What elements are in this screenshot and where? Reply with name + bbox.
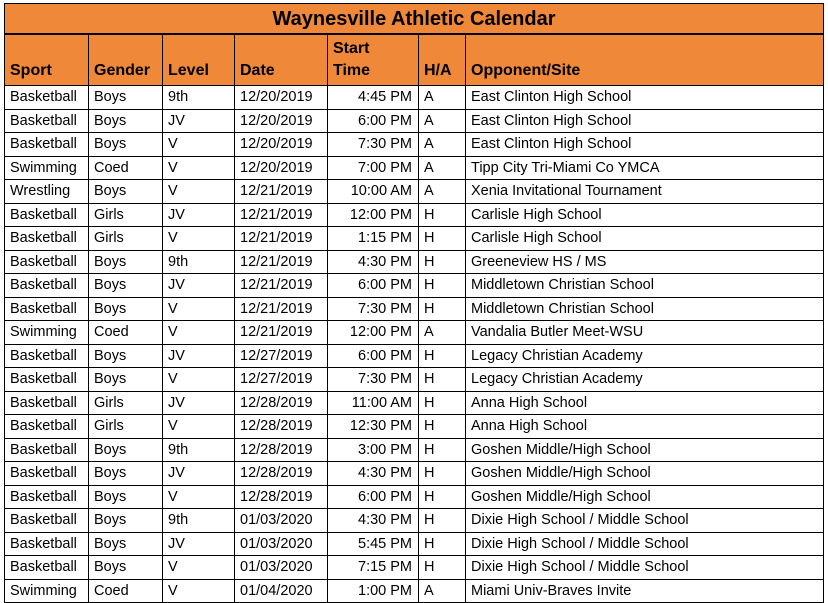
level-cell: 9th — [163, 86, 235, 110]
gender-cell: Boys — [89, 438, 163, 462]
gender-cell: Boys — [89, 344, 163, 368]
home-away-cell: H — [419, 368, 466, 392]
start-time-cell: 6:00 PM — [328, 344, 419, 368]
gender-cell: Boys — [89, 509, 163, 533]
level-cell: V — [163, 156, 235, 180]
header-start-line2: Time — [333, 62, 371, 79]
sport-cell: Basketball — [5, 250, 89, 274]
sport-cell: Basketball — [5, 438, 89, 462]
start-time-cell: 7:30 PM — [328, 368, 419, 392]
level-cell: V — [163, 227, 235, 251]
calendar-table — [4, 34, 824, 603]
table-row — [5, 438, 824, 462]
home-away-cell: H — [419, 274, 466, 298]
opponent-site-cell: Dixie High School / Middle School — [466, 556, 824, 580]
table-row — [5, 180, 824, 204]
opponent-site-cell: Vandalia Butler Meet-WSU — [466, 321, 824, 345]
table-row — [5, 556, 824, 580]
sport-cell: Basketball — [5, 227, 89, 251]
date-cell: 12/21/2019 — [235, 250, 328, 274]
gender-cell: Boys — [89, 556, 163, 580]
header-gender: Gender — [89, 35, 163, 86]
header-level: Level — [163, 35, 235, 86]
start-time-cell: 1:15 PM — [328, 227, 419, 251]
date-cell: 12/20/2019 — [235, 133, 328, 157]
level-cell: V — [163, 133, 235, 157]
start-time-cell: 6:00 PM — [328, 109, 419, 133]
level-cell: V — [163, 556, 235, 580]
start-time-cell: 12:00 PM — [328, 321, 419, 345]
date-cell: 12/21/2019 — [235, 180, 328, 204]
home-away-cell: H — [419, 438, 466, 462]
date-cell: 12/21/2019 — [235, 321, 328, 345]
opponent-site-cell: Carlisle High School — [466, 203, 824, 227]
date-cell: 12/27/2019 — [235, 344, 328, 368]
page-title: Waynesville Athletic Calendar — [4, 3, 824, 34]
sport-cell: Basketball — [5, 415, 89, 439]
sport-cell: Basketball — [5, 556, 89, 580]
table-row — [5, 485, 824, 509]
header-opponent-site: Opponent/Site — [466, 35, 824, 86]
start-time-cell: 7:30 PM — [328, 297, 419, 321]
level-cell: V — [163, 180, 235, 204]
start-time-cell: 4:30 PM — [328, 509, 419, 533]
start-time-cell: 10:00 AM — [328, 180, 419, 204]
table-row — [5, 109, 824, 133]
home-away-cell: H — [419, 297, 466, 321]
date-cell: 12/28/2019 — [235, 391, 328, 415]
gender-cell: Boys — [89, 368, 163, 392]
sport-cell: Swimming — [5, 156, 89, 180]
table-row — [5, 344, 824, 368]
gender-cell: Coed — [89, 579, 163, 603]
date-cell: 12/21/2019 — [235, 203, 328, 227]
start-time-cell: 4:30 PM — [328, 462, 419, 486]
start-time-cell: 1:00 PM — [328, 579, 419, 603]
gender-cell: Boys — [89, 462, 163, 486]
start-time-cell: 12:30 PM — [328, 415, 419, 439]
home-away-cell: H — [419, 532, 466, 556]
header-row — [5, 35, 824, 86]
date-cell: 12/28/2019 — [235, 485, 328, 509]
gender-cell: Girls — [89, 391, 163, 415]
sport-cell: Basketball — [5, 297, 89, 321]
opponent-site-cell: Tipp City Tri-Miami Co YMCA — [466, 156, 824, 180]
gender-cell: Boys — [89, 250, 163, 274]
level-cell: JV — [163, 391, 235, 415]
home-away-cell: H — [419, 556, 466, 580]
start-time-cell: 6:00 PM — [328, 485, 419, 509]
opponent-site-cell: Goshen Middle/High School — [466, 485, 824, 509]
header-sport: Sport — [5, 35, 89, 86]
level-cell: 9th — [163, 509, 235, 533]
home-away-cell: H — [419, 485, 466, 509]
gender-cell: Girls — [89, 203, 163, 227]
start-time-cell: 3:00 PM — [328, 438, 419, 462]
home-away-cell: H — [419, 344, 466, 368]
opponent-site-cell: Goshen Middle/High School — [466, 438, 824, 462]
opponent-site-cell: East Clinton High School — [466, 86, 824, 110]
table-header — [5, 35, 824, 86]
level-cell: JV — [163, 109, 235, 133]
gender-cell: Boys — [89, 180, 163, 204]
header-start-line1: Start — [333, 40, 370, 57]
home-away-cell: A — [419, 156, 466, 180]
level-cell: JV — [163, 274, 235, 298]
table-row — [5, 532, 824, 556]
table-row — [5, 509, 824, 533]
level-cell: 9th — [163, 438, 235, 462]
level-cell: V — [163, 485, 235, 509]
home-away-cell: A — [419, 109, 466, 133]
gender-cell: Boys — [89, 274, 163, 298]
gender-cell: Boys — [89, 109, 163, 133]
table-row — [5, 274, 824, 298]
home-away-cell: H — [419, 509, 466, 533]
date-cell: 01/03/2020 — [235, 556, 328, 580]
date-cell: 01/03/2020 — [235, 532, 328, 556]
sport-cell: Basketball — [5, 203, 89, 227]
home-away-cell: H — [419, 227, 466, 251]
opponent-site-cell: Dixie High School / Middle School — [466, 532, 824, 556]
opponent-site-cell: Dixie High School / Middle School — [466, 509, 824, 533]
level-cell: JV — [163, 203, 235, 227]
sport-cell: Basketball — [5, 133, 89, 157]
date-cell: 12/28/2019 — [235, 438, 328, 462]
gender-cell: Boys — [89, 86, 163, 110]
level-cell: V — [163, 579, 235, 603]
level-cell: JV — [163, 532, 235, 556]
opponent-site-cell: Goshen Middle/High School — [466, 462, 824, 486]
sport-cell: Basketball — [5, 485, 89, 509]
date-cell: 12/20/2019 — [235, 86, 328, 110]
table-row — [5, 462, 824, 486]
opponent-site-cell: Anna High School — [466, 391, 824, 415]
gender-cell: Girls — [89, 415, 163, 439]
opponent-site-cell: Middletown Christian School — [466, 297, 824, 321]
opponent-site-cell: Legacy Christian Academy — [466, 368, 824, 392]
table-row — [5, 133, 824, 157]
start-time-cell: 7:15 PM — [328, 556, 419, 580]
home-away-cell: H — [419, 250, 466, 274]
start-time-cell: 6:00 PM — [328, 274, 419, 298]
level-cell: JV — [163, 344, 235, 368]
date-cell: 12/27/2019 — [235, 368, 328, 392]
level-cell: 9th — [163, 250, 235, 274]
table-row — [5, 579, 824, 603]
date-cell: 01/04/2020 — [235, 579, 328, 603]
sport-cell: Wrestling — [5, 180, 89, 204]
table-row — [5, 156, 824, 180]
sport-cell: Basketball — [5, 86, 89, 110]
sport-cell: Basketball — [5, 532, 89, 556]
level-cell: JV — [163, 462, 235, 486]
start-time-cell: 7:30 PM — [328, 133, 419, 157]
gender-cell: Girls — [89, 227, 163, 251]
opponent-site-cell: Carlisle High School — [466, 227, 824, 251]
opponent-site-cell: Miami Univ-Braves Invite — [466, 579, 824, 603]
home-away-cell: A — [419, 579, 466, 603]
gender-cell: Boys — [89, 297, 163, 321]
table-row — [5, 250, 824, 274]
opponent-site-cell: Anna High School — [466, 415, 824, 439]
gender-cell: Boys — [89, 532, 163, 556]
header-home-away: H/A — [419, 35, 466, 86]
level-cell: V — [163, 368, 235, 392]
date-cell: 12/21/2019 — [235, 274, 328, 298]
opponent-site-cell: East Clinton High School — [466, 109, 824, 133]
start-time-cell: 4:45 PM — [328, 86, 419, 110]
start-time-cell: 7:00 PM — [328, 156, 419, 180]
home-away-cell: H — [419, 203, 466, 227]
sport-cell: Basketball — [5, 109, 89, 133]
opponent-site-cell: East Clinton High School — [466, 133, 824, 157]
home-away-cell: H — [419, 415, 466, 439]
sport-cell: Basketball — [5, 274, 89, 298]
gender-cell: Coed — [89, 321, 163, 345]
home-away-cell: A — [419, 133, 466, 157]
athletic-calendar-sheet — [4, 3, 824, 603]
table-row — [5, 86, 824, 110]
sport-cell: Basketball — [5, 462, 89, 486]
header-start-time — [328, 35, 419, 86]
date-cell: 12/28/2019 — [235, 462, 328, 486]
home-away-cell: A — [419, 180, 466, 204]
home-away-cell: H — [419, 391, 466, 415]
sport-cell: Basketball — [5, 509, 89, 533]
table-row — [5, 368, 824, 392]
sport-cell: Swimming — [5, 321, 89, 345]
gender-cell: Boys — [89, 485, 163, 509]
opponent-site-cell: Middletown Christian School — [466, 274, 824, 298]
home-away-cell: A — [419, 86, 466, 110]
home-away-cell: A — [419, 321, 466, 345]
date-cell: 12/20/2019 — [235, 109, 328, 133]
date-cell: 12/21/2019 — [235, 227, 328, 251]
sport-cell: Swimming — [5, 579, 89, 603]
table-row — [5, 391, 824, 415]
opponent-site-cell: Greeneview HS / MS — [466, 250, 824, 274]
table-row — [5, 415, 824, 439]
table-body — [5, 86, 824, 603]
start-time-cell: 4:30 PM — [328, 250, 419, 274]
gender-cell: Coed — [89, 156, 163, 180]
sport-cell: Basketball — [5, 344, 89, 368]
gender-cell: Boys — [89, 133, 163, 157]
table-row — [5, 321, 824, 345]
date-cell: 01/03/2020 — [235, 509, 328, 533]
header-date: Date — [235, 35, 328, 86]
sport-cell: Basketball — [5, 368, 89, 392]
date-cell: 12/21/2019 — [235, 297, 328, 321]
date-cell: 12/20/2019 — [235, 156, 328, 180]
level-cell: V — [163, 415, 235, 439]
start-time-cell: 11:00 AM — [328, 391, 419, 415]
start-time-cell: 12:00 PM — [328, 203, 419, 227]
table-row — [5, 203, 824, 227]
level-cell: V — [163, 321, 235, 345]
table-row — [5, 227, 824, 251]
sport-cell: Basketball — [5, 391, 89, 415]
opponent-site-cell: Xenia Invitational Tournament — [466, 180, 824, 204]
level-cell: V — [163, 297, 235, 321]
start-time-cell: 5:45 PM — [328, 532, 419, 556]
home-away-cell: H — [419, 462, 466, 486]
date-cell: 12/28/2019 — [235, 415, 328, 439]
opponent-site-cell: Legacy Christian Academy — [466, 344, 824, 368]
table-row — [5, 297, 824, 321]
